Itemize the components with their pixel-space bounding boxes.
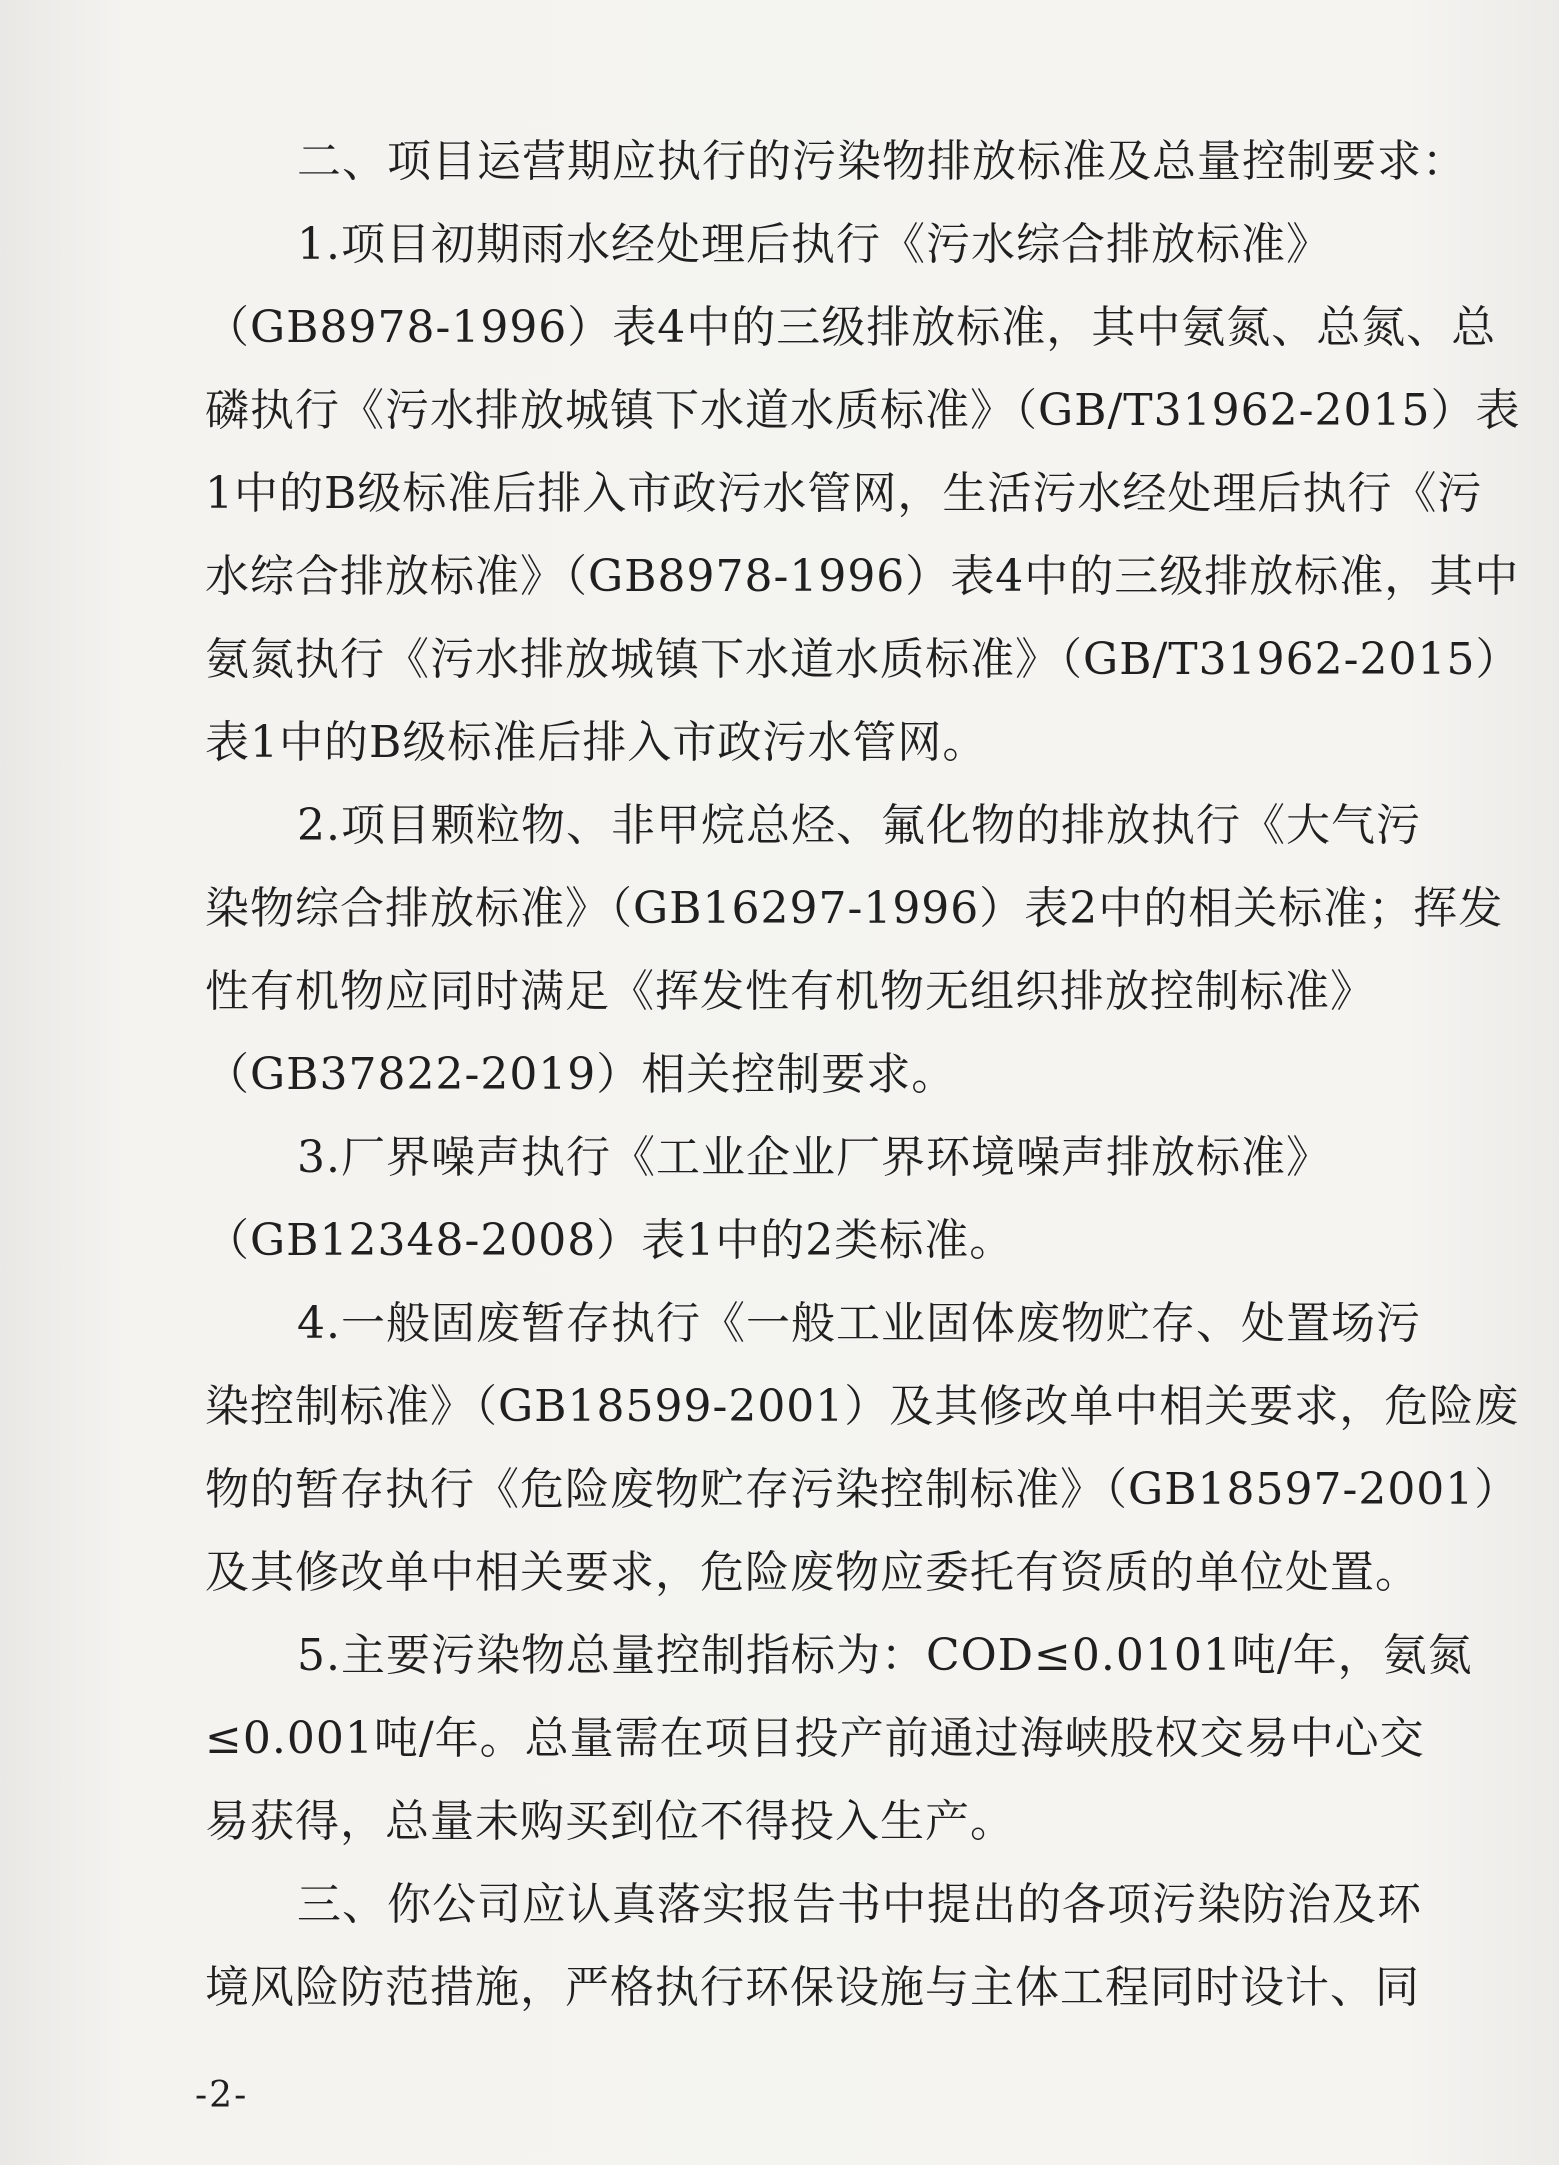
text-line: 物的暂存执行《危险废物贮存污染控制标准》（GB18597-2001） bbox=[205, 1464, 1520, 1515]
text-line: 5.主要污染物总量控制指标为：COD≤0.0101吨/年，氨氮 bbox=[297, 1630, 1473, 1681]
text-line: （GB12348-2008）表1中的2类标准。 bbox=[205, 1215, 1015, 1266]
text-line: ≤0.001吨/年。总量需在项目投产前通过海峡股权交易中心交 bbox=[205, 1713, 1425, 1764]
text-line: 表1中的B级标准后排入市政污水管网。 bbox=[205, 717, 988, 768]
text-line: 1.项目初期雨水经处理后执行《污水综合排放标准》 bbox=[297, 219, 1331, 270]
text-line: 1中的B级标准后排入市政污水管网，生活污水经处理后执行《污 bbox=[205, 468, 1483, 519]
text-line: 性有机物应同时满足《挥发性有机物无组织排放控制标准》 bbox=[205, 966, 1375, 1017]
text-line: 水综合排放标准》（GB8978-1996）表4中的三级排放标准，其中 bbox=[205, 551, 1520, 602]
section-heading: 二、项目运营期应执行的污染物排放标准及总量控制要求： bbox=[297, 136, 1467, 187]
text-line: 染物综合排放标准》（GB16297-1996）表2中的相关标准；挥发 bbox=[205, 883, 1504, 934]
text-line: 境风险防范措施，严格执行环保设施与主体工程同时设计、同 bbox=[205, 1962, 1420, 2013]
page-number: -2- bbox=[195, 2075, 249, 2116]
text-line: 染控制标准》（GB18599-2001）及其修改单中相关要求，危险废 bbox=[205, 1381, 1520, 1432]
text-line: 3.厂界噪声执行《工业企业厂界环境噪声排放标准》 bbox=[297, 1132, 1331, 1183]
section-heading: 三、你公司应认真落实报告书中提出的各项污染防治及环 bbox=[297, 1879, 1422, 1930]
text-line: 2.项目颗粒物、非甲烷总烃、氟化物的排放执行《大气污 bbox=[297, 800, 1421, 851]
text-line: 易获得，总量未购买到位不得投入生产。 bbox=[205, 1796, 1015, 1847]
text-line: 磷执行《污水排放城镇下水道水质标准》（GB/T31962-2015）表 bbox=[205, 385, 1521, 436]
text-line: （GB37822-2019）相关控制要求。 bbox=[205, 1049, 957, 1100]
document-body bbox=[205, 120, 1521, 2029]
text-line: 及其修改单中相关要求，危险废物应委托有资质的单位处置。 bbox=[205, 1547, 1420, 1598]
text-line: 4.一般固废暂存执行《一般工业固体废物贮存、处置场污 bbox=[297, 1298, 1421, 1349]
text-line: （GB8978-1996）表4中的三级排放标准，其中氨氮、总氮、总 bbox=[205, 302, 1497, 353]
text-line: 氨氮执行《污水排放城镇下水道水质标准》（GB/T31962-2015） bbox=[205, 634, 1521, 685]
